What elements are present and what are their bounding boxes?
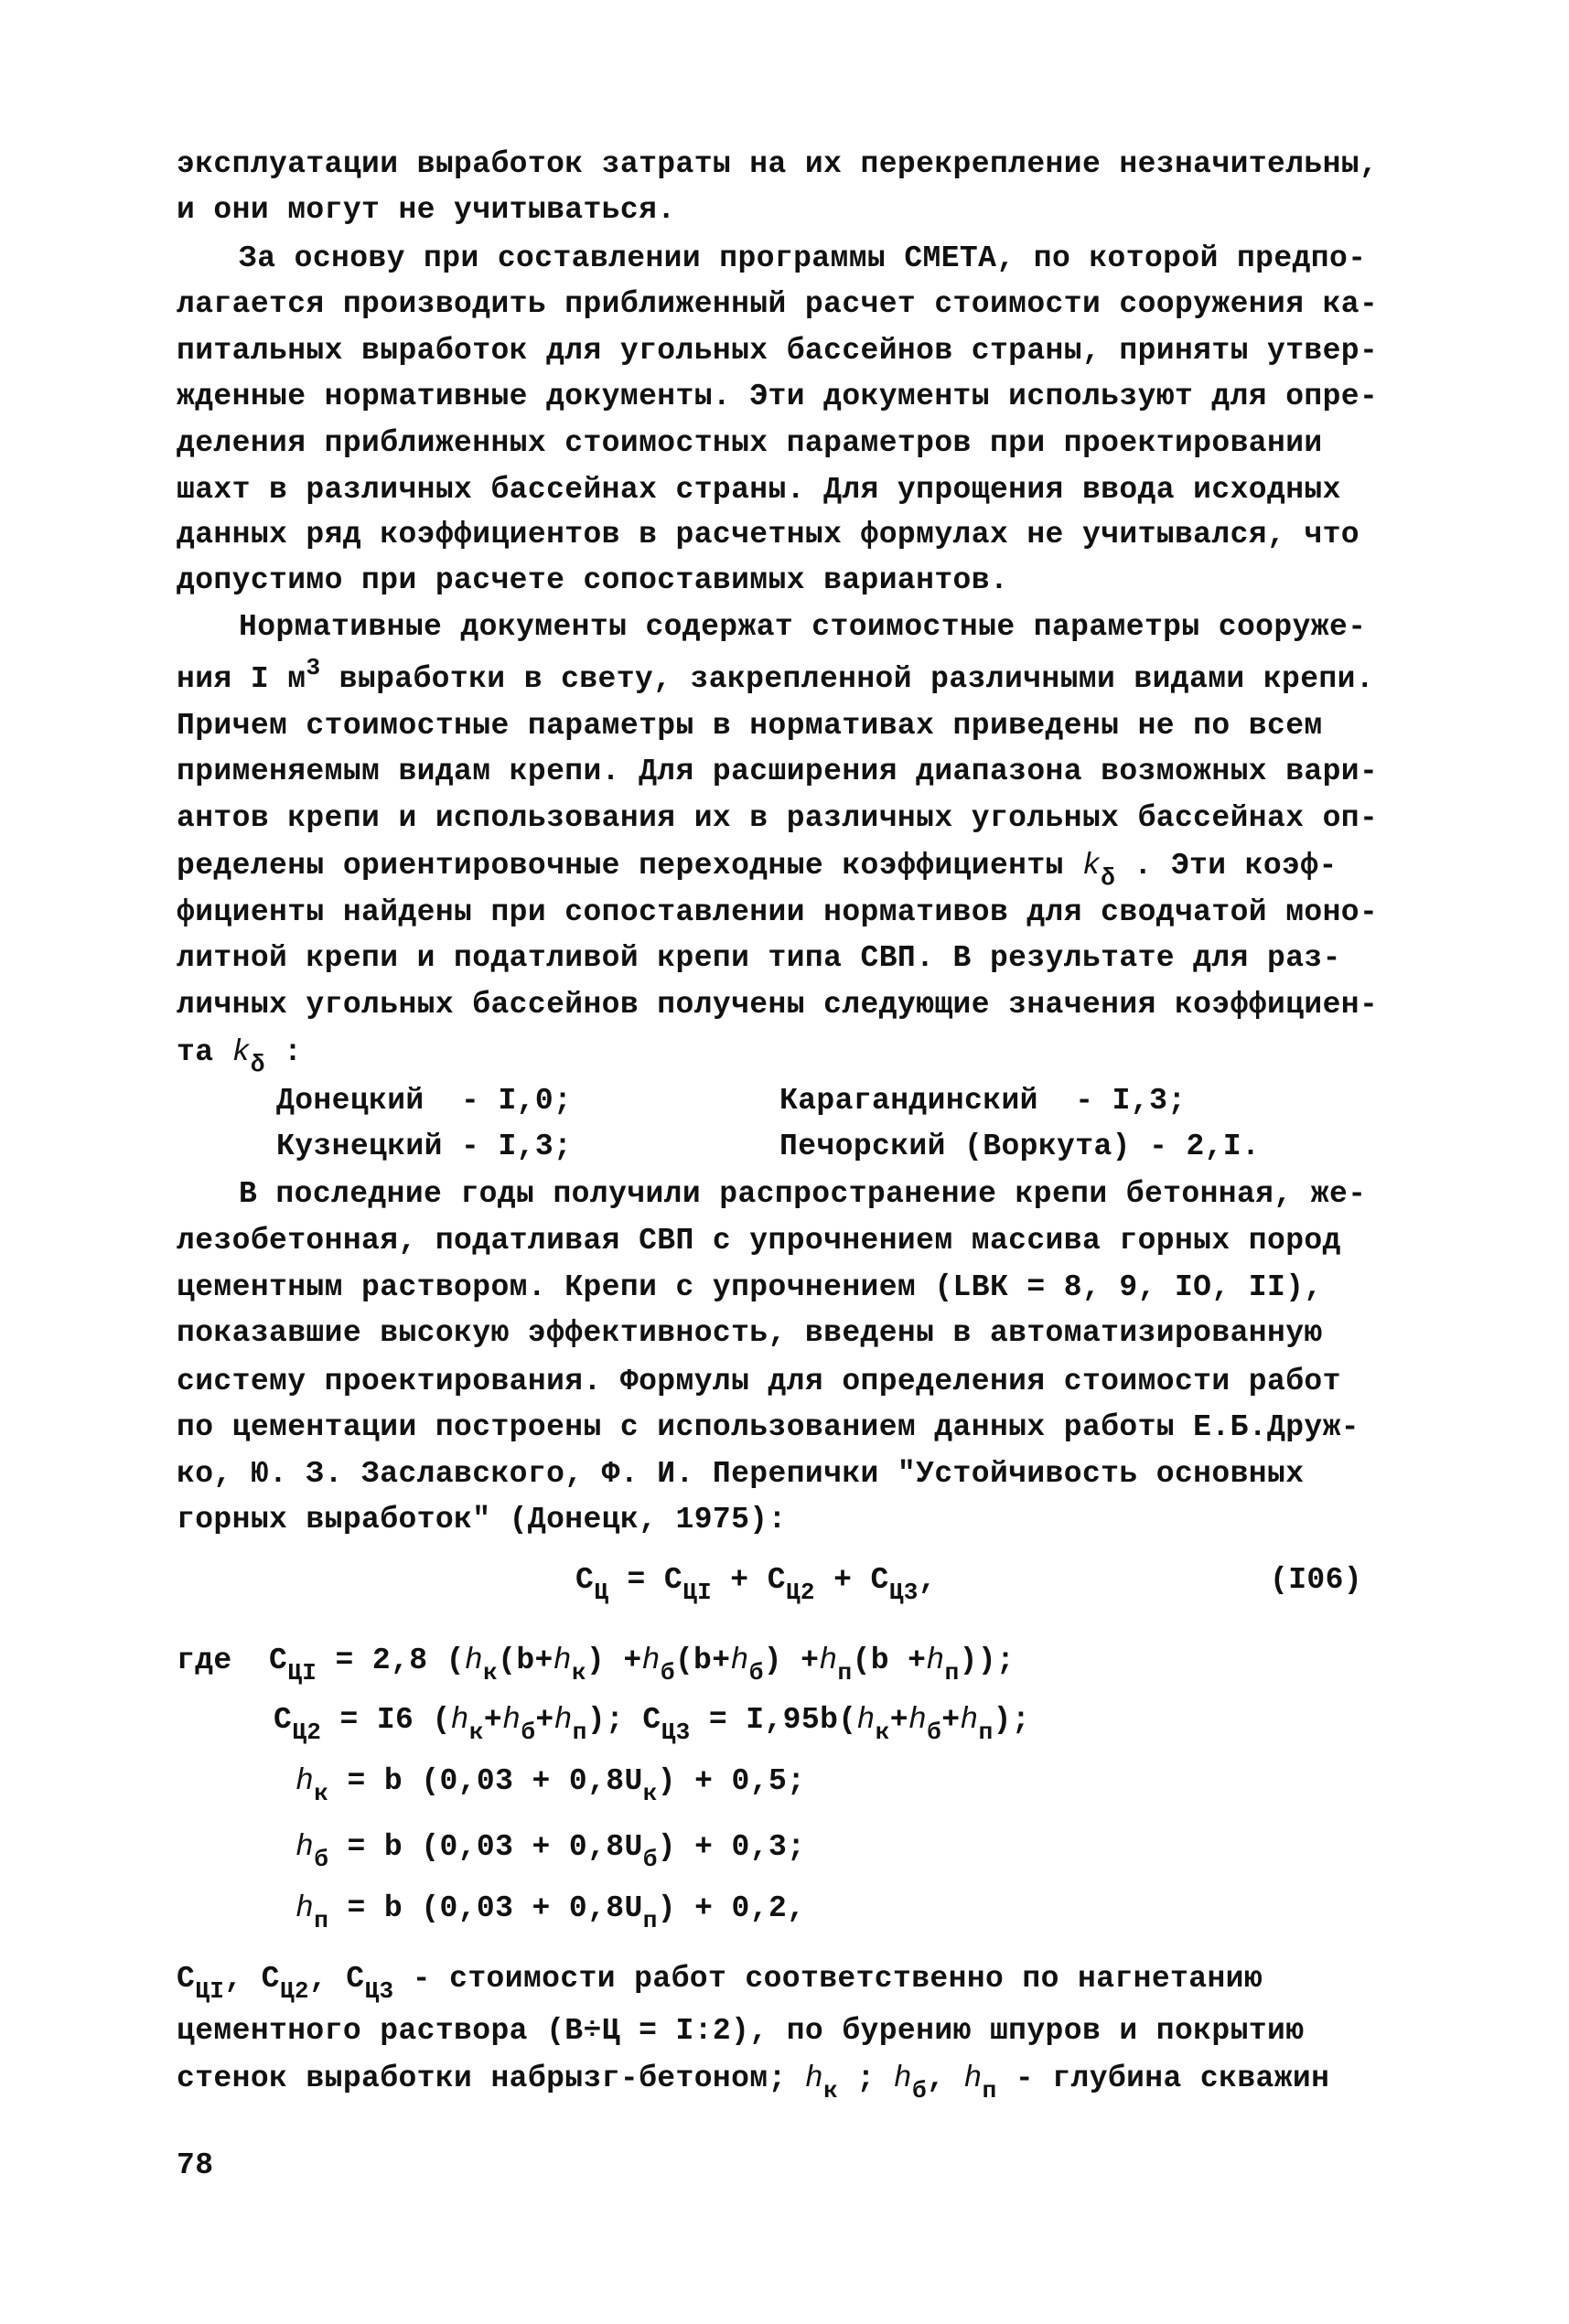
text-segment: , <box>927 2062 964 2095</box>
text-segment: C <box>575 1563 595 1597</box>
subscript: п <box>978 1719 994 1746</box>
text-segment: стенок выработки набрызг-бетоном; <box>177 2062 805 2095</box>
text-line <box>779 1078 1186 1124</box>
subscript: п <box>982 2077 997 2104</box>
text-line <box>177 328 1378 374</box>
text-segment: - стоимости работ соответственно по нагнетанию <box>393 1962 1263 1996</box>
subscript: п <box>314 1907 329 1934</box>
text-line <box>177 1030 302 1076</box>
text-segment: )); <box>959 1644 1016 1677</box>
text-segment: ) + <box>763 1644 820 1677</box>
text-segment: = b (0,03 + 0,8U <box>328 1891 643 1925</box>
formula-line <box>575 1558 937 1606</box>
text-segment: ); C <box>586 1703 661 1737</box>
text-segment: личных угольных бассейнов получены следующие значения коэффициен- <box>177 988 1379 1022</box>
math-symbol: h <box>856 1703 876 1737</box>
text-segment: цементного раствора (В÷Ц = I:2), по бурению шпуров и покрытию <box>177 2014 1305 2048</box>
text-segment: - глубина скважин <box>996 2062 1330 2095</box>
text-line <box>177 558 1008 604</box>
formula-line <box>1270 1558 1362 1603</box>
math-symbol: h <box>893 2062 912 2095</box>
math-symbol: h <box>553 1703 573 1737</box>
text-line <box>177 374 1378 420</box>
text-segment: по цементации построены с использованием данных работы Е.Б.Друж- <box>177 1410 1360 1444</box>
text-segment: та <box>177 1035 232 1069</box>
text-segment: = 2,8 ( <box>317 1644 465 1677</box>
math-symbol: h <box>641 1644 661 1677</box>
text-segment: допустимо при расчете сопоставимых вариантов. <box>177 563 1009 597</box>
text-segment: Донецкий - I,0; <box>276 1084 573 1118</box>
formula-line <box>296 1825 806 1873</box>
text-segment: литной крепи и податливой крепи типа СВП. В результате для раз- <box>177 941 1341 975</box>
text-line <box>177 654 1375 702</box>
text-segment: питальных выработок для угольных бассейнов страны, приняты утвер- <box>177 334 1379 368</box>
text-line <box>177 1265 1323 1311</box>
text-line <box>276 1124 572 1170</box>
subscript: Ц2 <box>292 1719 322 1746</box>
text-segment: ) + 0,5; <box>657 1764 806 1798</box>
subscript: δ <box>1101 864 1116 892</box>
text-segment: жденные нормативные документы. Эти документы используют для опре- <box>177 380 1379 413</box>
text-line <box>177 1359 1341 1405</box>
text-line <box>177 421 1323 466</box>
subscript: Ц2 <box>785 1579 815 1606</box>
subscript: п <box>642 1907 658 1934</box>
text-segment: применяемым видам крепи. Для расширения диапазона возможных вари- <box>177 755 1379 788</box>
math-symbol: h <box>296 1891 315 1925</box>
math-symbol: k <box>231 1035 251 1069</box>
text-segment: + <box>535 1703 554 1737</box>
text-segment: лагается производить приближенный расчет стоимости сооружения ка- <box>177 287 1379 321</box>
text-line <box>779 1124 1260 1170</box>
math-symbol: h <box>464 1644 484 1677</box>
text-line <box>239 1172 1366 1217</box>
text-segment: где C <box>177 1644 288 1677</box>
formula-line <box>274 1697 1031 1746</box>
page-number: 78 <box>177 2148 214 2182</box>
subscript: б <box>927 1719 942 1746</box>
text-line <box>177 796 1378 841</box>
math-symbol: k <box>1081 849 1102 883</box>
subscript: Ц3 <box>661 1719 691 1746</box>
text-segment: ко, Ю. З. Заславского, Ф. И. Перепички "Устойчивость основных <box>177 1457 1305 1491</box>
subscript: п <box>837 1659 853 1687</box>
subscript: к <box>875 1719 890 1746</box>
text-segment: (b + <box>852 1644 927 1677</box>
text-segment: ); <box>993 1703 1031 1737</box>
text-segment: C <box>274 1703 293 1737</box>
math-symbol: h <box>908 1703 928 1737</box>
text-segment: антов крепи и использования их в различных угольных бассейнах оп- <box>177 801 1379 835</box>
subscript: ЦI <box>195 1977 225 2005</box>
text-segment: : <box>264 1035 303 1069</box>
superscript: 3 <box>306 654 321 681</box>
text-segment: ) + 0,2, <box>657 1891 806 1925</box>
subscript: ЦI <box>682 1579 713 1606</box>
subscript: б <box>912 2077 928 2104</box>
text-segment: В последние годы получили распространение крепи бетонная, же- <box>239 1177 1367 1211</box>
text-segment: C <box>177 1962 196 1996</box>
text-line <box>177 282 1378 327</box>
text-segment: ния I м <box>177 662 306 696</box>
text-segment: цементным раствором. Крепи с упрочнением (LВК = 8, 9, IO, II), <box>177 1270 1323 1304</box>
subscript: б <box>314 1846 329 1873</box>
text-segment: + <box>941 1703 961 1737</box>
subscript: Ц3 <box>888 1579 919 1606</box>
subscript: Ц2 <box>279 1977 309 2005</box>
math-symbol: h <box>450 1703 469 1737</box>
text-segment: шахт в различных бассейнах страны. Для упрощения ввода исходных <box>177 473 1341 507</box>
text-line <box>177 1405 1359 1451</box>
text-segment: = C <box>608 1563 683 1597</box>
text-segment: Нормативные документы содержат стоимостные параметры сооруже- <box>239 610 1367 644</box>
text-line <box>177 512 1359 558</box>
text-segment: данных ряд коэффициентов в расчетных формулах не учитывался, что <box>177 518 1360 552</box>
text-segment: , C <box>224 1962 280 1996</box>
text-line <box>177 142 1378 187</box>
math-symbol: h <box>960 1703 979 1737</box>
text-segment: = I6 ( <box>321 1703 451 1737</box>
subscript: п <box>944 1659 960 1687</box>
text-segment: , <box>918 1563 937 1597</box>
math-symbol: h <box>553 1644 572 1677</box>
text-line <box>177 936 1341 981</box>
subscript: к <box>642 1780 658 1807</box>
text-line <box>177 1451 1304 1497</box>
text-line <box>177 467 1341 513</box>
text-line <box>177 843 1338 892</box>
text-segment: эксплуатации выработок затраты на их перекрепление незначительны, <box>177 147 1379 181</box>
text-line <box>276 1078 572 1124</box>
math-symbol: h <box>926 1644 945 1677</box>
subscript: δ <box>250 1051 265 1078</box>
text-line <box>177 1218 1341 1264</box>
formula-line <box>296 1759 805 1805</box>
text-line <box>177 2056 1329 2102</box>
text-line <box>239 605 1366 650</box>
text-segment: = b (0,03 + 0,8U <box>328 1764 643 1798</box>
math-symbol: h <box>819 1644 838 1677</box>
text-line <box>177 187 676 233</box>
formula-line <box>296 1886 805 1932</box>
text-segment: показавшие высокую эффективность, введены в автоматизированную <box>177 1316 1323 1350</box>
subscript: ЦI <box>287 1659 317 1687</box>
text-segment: лезобетонная, податливая СВП с упрочнением массива горных пород <box>177 1224 1341 1258</box>
text-line <box>177 1956 1263 2005</box>
text-segment: ) + <box>586 1644 642 1677</box>
text-line <box>239 236 1366 282</box>
text-segment: ) + 0,3; <box>657 1830 806 1864</box>
math-symbol: h <box>296 1830 315 1864</box>
math-symbol: h <box>804 2062 824 2095</box>
text-segment: За основу при составлении программы СМЕТА, по которой предпо- <box>239 241 1367 275</box>
text-segment: Причем стоимостные параметры в нормативах приведены не по всем <box>177 709 1323 743</box>
text-segment: + <box>483 1703 503 1737</box>
formula-line <box>177 1638 1016 1687</box>
math-symbol: h <box>296 1764 315 1798</box>
subscript: к <box>468 1719 484 1746</box>
math-symbol: h <box>502 1703 521 1737</box>
text-segment: горных выработок" (Донецк, 1975): <box>177 1503 787 1537</box>
text-segment: . Эти коэф- <box>1115 849 1338 883</box>
text-line <box>177 749 1378 795</box>
text-segment: ; <box>838 2062 894 2095</box>
text-line <box>177 1497 787 1543</box>
text-segment: + C <box>712 1563 786 1597</box>
text-segment: + <box>889 1703 908 1737</box>
text-segment: Кузнецкий - I,3; <box>276 1130 573 1163</box>
math-symbol: h <box>730 1644 749 1677</box>
subscript: б <box>521 1719 536 1746</box>
text-segment: и они могут не учитываться. <box>177 193 676 227</box>
subscript: к <box>823 2077 839 2104</box>
text-line <box>177 1311 1323 1356</box>
text-segment: , C <box>308 1962 365 1996</box>
subscript: Ц <box>594 1579 609 1606</box>
text-segment: систему проектирования. Формулы для определения стоимости работ <box>177 1365 1341 1398</box>
text-segment: фициенты найдены при сопоставлении нормативов для сводчатой моно- <box>177 895 1379 929</box>
text-segment: выработки в свету, закрепленной различными видами крепи. <box>320 662 1375 696</box>
text-segment: (b+ <box>674 1644 731 1677</box>
text-segment: + C <box>814 1563 889 1597</box>
subscript: Ц3 <box>364 1977 394 2005</box>
text-segment: (b+ <box>498 1644 553 1677</box>
text-line <box>177 890 1378 936</box>
text-line <box>177 2008 1304 2054</box>
text-segment: = I,95b( <box>690 1703 857 1737</box>
text-line <box>177 703 1323 749</box>
subscript: б <box>660 1659 675 1687</box>
subscript: п <box>572 1719 587 1746</box>
text-segment: ределены ориентировочные переходные коэффициенты <box>177 849 1082 883</box>
text-segment: деления приближенных стоимостных параметров при проектировании <box>177 426 1323 460</box>
subscript: к <box>571 1659 586 1687</box>
subscript: к <box>483 1659 499 1687</box>
text-line <box>177 982 1378 1028</box>
text-segment: (I06) <box>1270 1563 1363 1597</box>
math-symbol: h <box>963 2062 983 2095</box>
text-segment: Карагандинский - I,3; <box>779 1084 1187 1118</box>
text-segment: Печорский (Воркута) - 2,I. <box>779 1130 1261 1163</box>
subscript: к <box>314 1780 329 1807</box>
subscript: б <box>748 1659 764 1687</box>
text-segment: = b (0,03 + 0,8U <box>328 1830 643 1864</box>
subscript: б <box>642 1846 658 1873</box>
